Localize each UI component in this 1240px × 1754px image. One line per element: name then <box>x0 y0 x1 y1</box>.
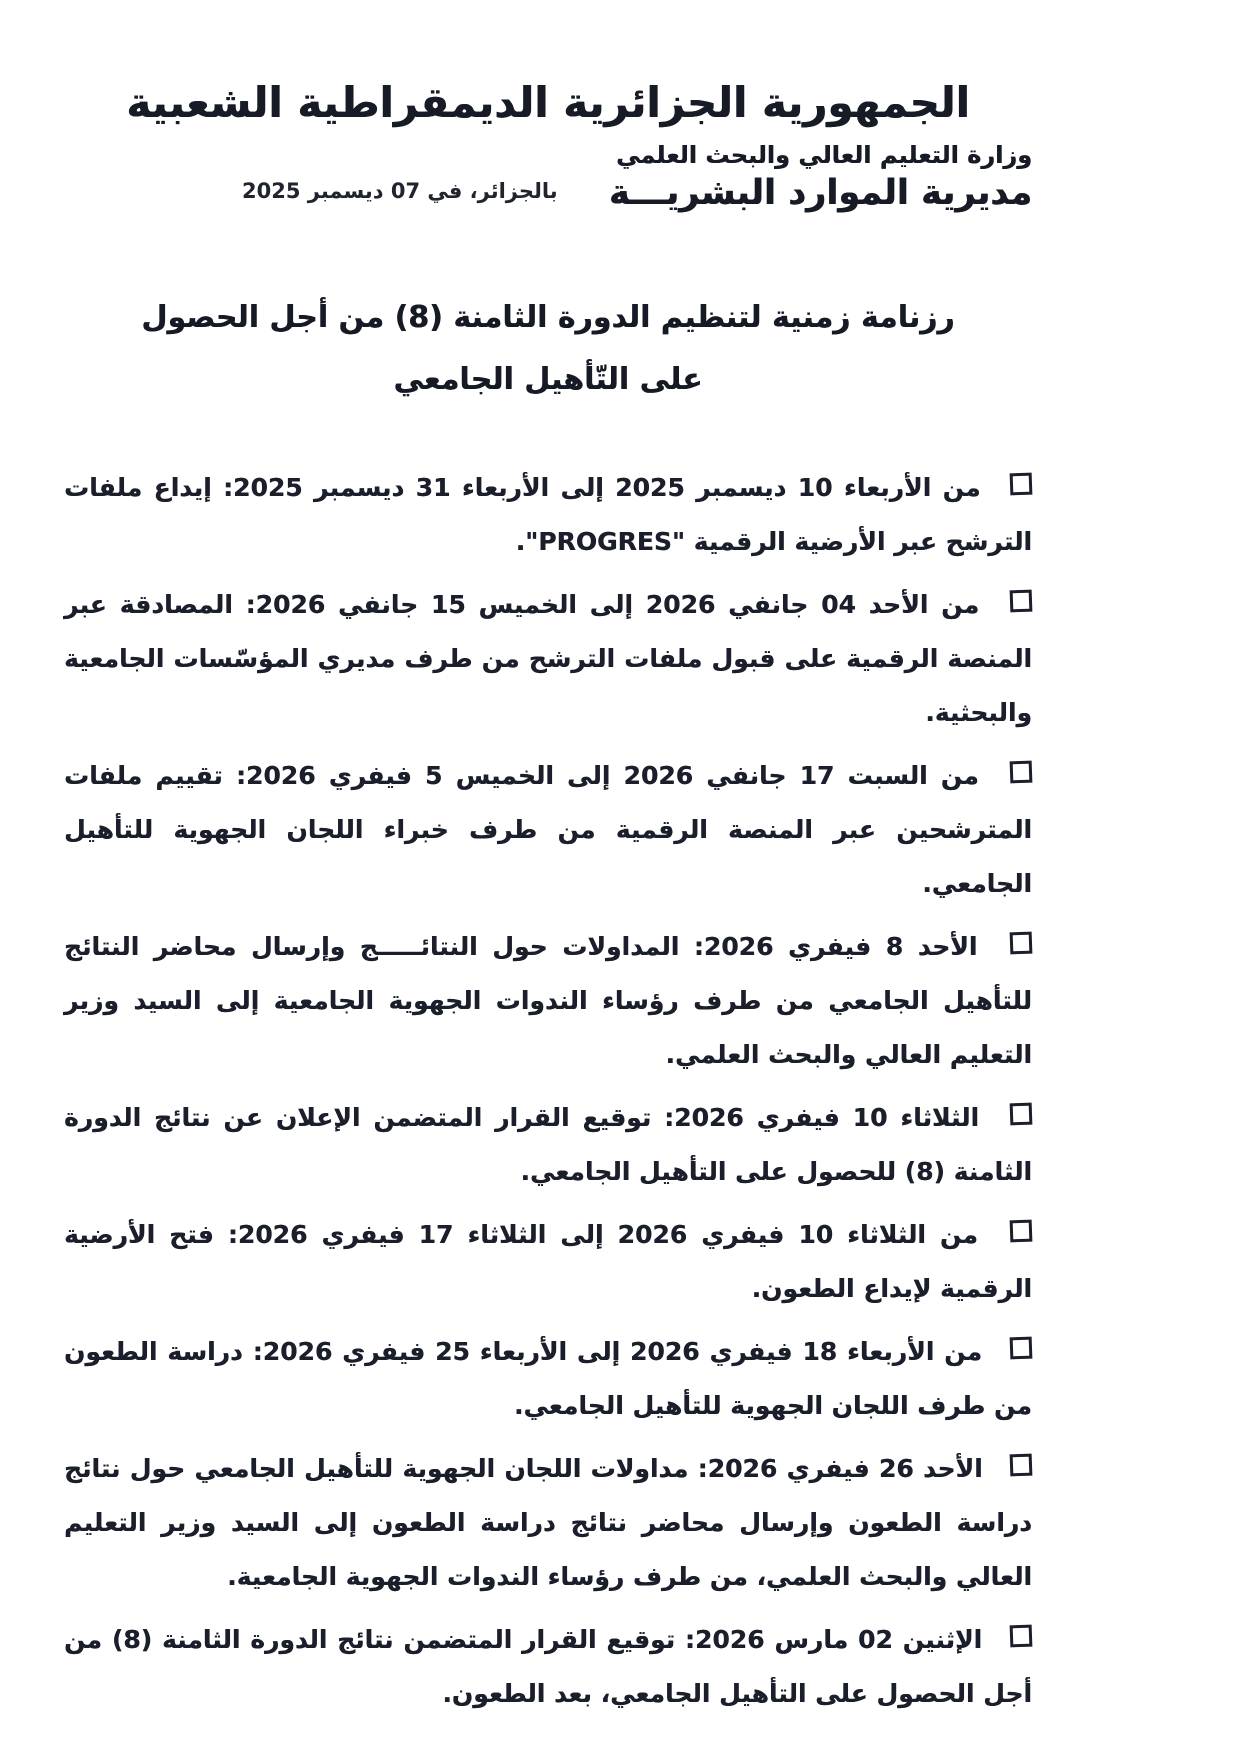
square-bullet-icon <box>1010 761 1033 784</box>
schedule-item-text: من الثلاثاء 10 فيفري 2026 إلى الثلاثاء 17 فيفري 2026: فتح الأرضية الرقمية لإيداع الطعون. <box>64 1220 1032 1303</box>
schedule-item <box>64 578 1032 740</box>
schedule-item <box>64 1613 1032 1721</box>
schedule-item-text: من الأربعاء 10 ديسمبر 2025 إلى الأربعاء 31 ديسمبر 2025: إيداع ملفات الترشح عبر الأرضية الرقمية "PROGRES". <box>64 473 1032 556</box>
square-bullet-icon <box>1010 473 1033 496</box>
schedule-item <box>64 1325 1032 1433</box>
square-bullet-icon <box>1010 1625 1033 1648</box>
square-bullet-icon <box>1010 590 1033 613</box>
document-title <box>64 287 1032 411</box>
schedule-item-text: من الأحد 04 جانفي 2026 إلى الخميس 15 جانفي 2026: المصادقة عبر المنصة الرقمية على قبول ملفات الترشح من طرف مديري المؤسّسات الجامعية والبحثية. <box>64 590 1032 727</box>
schedule-item-text: من السبت 17 جانفي 2026 إلى الخميس 5 فيفري 2026: تقييم ملفات المترشحين عبر المنصة الرقمية من طرف خبراء اللجان الجهوية للتأهيل الجامعي. <box>64 761 1032 898</box>
document-title-line2: على التّأهيل الجامعي <box>393 362 703 397</box>
schedule-item-text: الأحد 8 فيفري 2026: المداولات حول النتائـــــج وإرسال محاضر النتائج للتأهيل الجامعي من طرف رؤساء الندوات الجهوية الجامعية إلى السيد وزير التعليم العالي والبحث العلمي. <box>64 932 1032 1069</box>
square-bullet-icon <box>1010 1103 1033 1126</box>
schedule-item-text: الثلاثاء 10 فيفري 2026: توقيع القرار المتضمن الإعلان عن نتائج الدورة الثامنة (8) للحصول على التأهيل الجامعي. <box>64 1103 1032 1186</box>
schedule-item <box>64 461 1032 569</box>
square-bullet-icon <box>1010 1220 1033 1243</box>
schedule-list <box>64 461 1032 1721</box>
schedule-item <box>64 749 1032 911</box>
schedule-item <box>64 1091 1032 1199</box>
republic-title: الجمهورية الجزائرية الديمقراطية الشعبية <box>126 78 970 127</box>
schedule-item <box>64 1208 1032 1316</box>
schedule-item-text: الأحد 26 فيفري 2026: مداولات اللجان الجهوية للتأهيل الجامعي حول نتائج دراسة الطعون وإرسال محاضر نتائج دراسة الطعون إلى السيد وزير التعليم العالي والبحث العلمي، من طرف رؤساء الندوات الجهوية الجامعية. <box>64 1454 1032 1591</box>
place-date: بالجزائر، في 07 ديسمبر 2025 <box>242 179 558 203</box>
document-title-line1: رزنامة زمنية لتنظيم الدورة الثامنة (8) من أجل الحصول <box>141 300 955 335</box>
square-bullet-icon <box>1010 1454 1033 1477</box>
directorate-row <box>64 173 1032 229</box>
square-bullet-icon <box>1010 1337 1033 1360</box>
schedule-item-text: من الأربعاء 18 فيفري 2026 إلى الأربعاء 25 فيفري 2026: دراسة الطعون من طرف اللجان الجهوية للتأهيل الجامعي. <box>64 1337 1032 1420</box>
schedule-item <box>64 1442 1032 1604</box>
schedule-item <box>64 920 1032 1082</box>
schedule-item-text: الإثنين 02 مارس 2026: توقيع القرار المتضمن نتائج الدورة الثامنة (8) من أجل الحصول على التأهيل الجامعي، بعد الطعون. <box>64 1625 1032 1708</box>
directorate-title: مديرية الموارد البشريـــة <box>608 173 1032 213</box>
square-bullet-icon <box>1010 932 1033 955</box>
ministry-title: وزارة التعليم العالي والبحث العلمي <box>615 141 1032 169</box>
